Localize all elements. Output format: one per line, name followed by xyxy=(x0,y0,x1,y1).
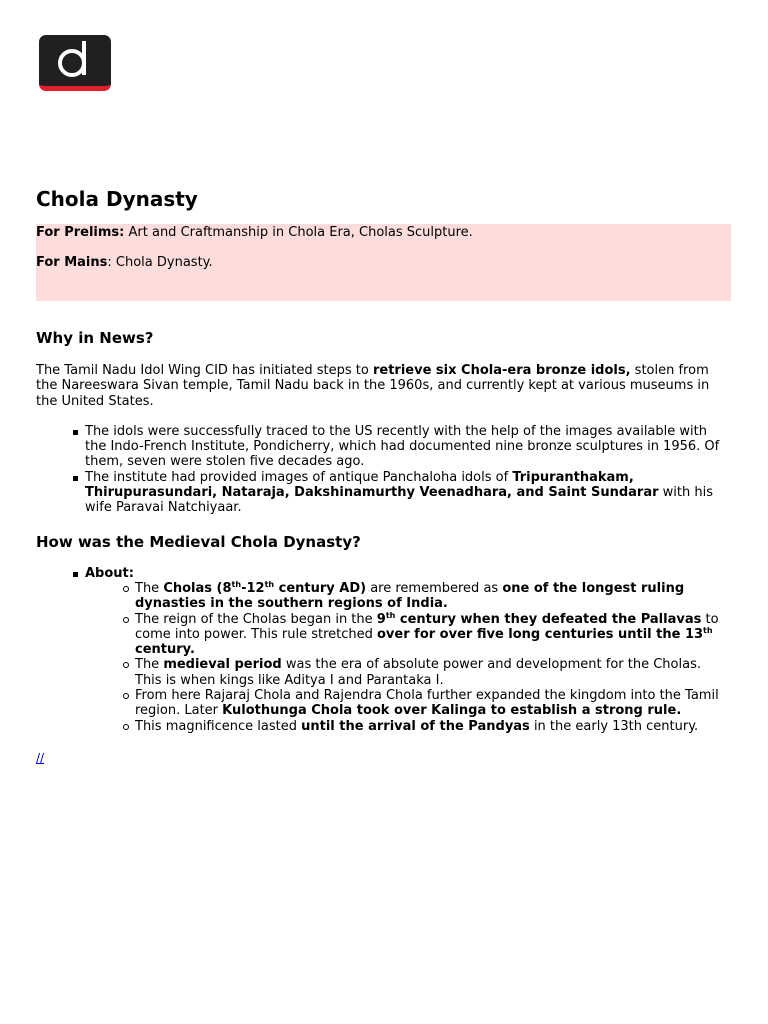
item4-text-a: From here Rajaraj Chola and Rajendra Chola further expanded the kingdom into the Tamil region. Later xyxy=(135,688,719,719)
list-item xyxy=(122,581,731,612)
list-item xyxy=(122,688,731,719)
page-title: Chola Dynasty xyxy=(36,187,198,211)
mains-label: For Mains xyxy=(36,255,108,271)
item2-bold-d1: over for over five long centuries until the 13 xyxy=(377,626,704,642)
syllabus-box xyxy=(36,224,731,301)
brand-logo-icon xyxy=(39,35,111,91)
item1-bold-3: century AD) xyxy=(274,580,367,596)
news-heading: Why in News? xyxy=(36,329,154,347)
item2-sup-2: th xyxy=(703,625,713,635)
prelims-line xyxy=(36,225,731,240)
item1-bold-2: -12 xyxy=(241,580,265,596)
item2-text-a: The reign of the Cholas began in the xyxy=(135,611,377,627)
item1-sup-2: th xyxy=(264,579,275,589)
list-item xyxy=(122,612,731,658)
list-item xyxy=(122,719,731,734)
prelims-label: For Prelims: xyxy=(36,225,125,240)
item1-bold-1: Cholas (8 xyxy=(163,580,232,596)
item3-bold: medieval period xyxy=(163,657,282,673)
list-item xyxy=(72,424,731,470)
mains-line xyxy=(36,255,731,270)
news-list xyxy=(72,424,731,516)
intro-text-a: The Tamil Nadu Idol Wing CID has initiated steps to xyxy=(36,363,373,378)
about-sublist xyxy=(122,581,731,734)
item2-bold-d2: century. xyxy=(135,642,195,658)
list-item xyxy=(72,470,731,516)
item5-text-c: in the early 13th century. xyxy=(529,718,699,734)
prelims-value: Art and Craftmanship in Chola Era, Cholas Sculpture. xyxy=(124,225,473,240)
intro-text-c: stolen from the Nareeswara Sivan temple, Tamil Nadu back in the 1960s, and currently kept at various museums in the United States. xyxy=(36,363,710,409)
item5-bold: until the arrival of the Pandyas xyxy=(301,718,530,734)
item2-bold xyxy=(377,612,702,627)
item2-sup-1: th xyxy=(385,610,396,620)
item1-text-a: The xyxy=(135,580,164,596)
item2-bold-1: 9 xyxy=(376,611,386,627)
item2-text-c: to come into power. This rule stretched xyxy=(135,611,719,642)
item4-bold: Kulothunga Chola took over Kalinga to establish a strong rule. xyxy=(222,703,682,719)
list-item xyxy=(122,657,731,688)
footer-link[interactable]: // xyxy=(36,750,45,765)
item1-text-c: are remembered as xyxy=(366,580,503,596)
item1-bold-d: one of the longest ruling dynasties in the southern regions of India. xyxy=(135,580,685,612)
mains-value: : Chola Dynasty. xyxy=(107,255,213,271)
about-label: About: xyxy=(85,565,134,581)
medieval-heading: How was the Medieval Chola Dynasty? xyxy=(36,532,361,551)
item1-bold xyxy=(163,581,366,596)
article xyxy=(36,186,731,766)
item2-bold-2: century when they defeated the Pallavas xyxy=(395,611,702,627)
item3-text-a: The xyxy=(135,657,164,673)
item5-text-a: This magnificence lasted xyxy=(135,718,302,734)
intro-text-bold: retrieve six Chola-era bronze idols, xyxy=(372,363,631,378)
news-bullet-2-bold: Tripuranthakam, Thirupurasundari, Nataraja, Dakshinamurthy Veenadhara, and Saint Sundarar xyxy=(85,469,659,501)
list-item xyxy=(72,566,731,734)
item1-sup-1: th xyxy=(231,579,242,589)
news-intro xyxy=(36,363,731,409)
about-list xyxy=(72,566,731,734)
news-bullet-2-text-c: with his wife Paravai Natchiyaar. xyxy=(85,485,713,516)
news-bullet-2-text-a: The institute had provided images of antique Panchaloha idols of xyxy=(85,469,513,485)
item3-text-c: was the era of absolute power and development for the Cholas. This is when kings like Aditya I and Parantaka I. xyxy=(135,657,701,688)
news-bullet-1-text: The idols were successfully traced to the US recently with the help of the images available with the Indo-French Institute, Pondicherry, which had documented nine bronze sculptures in 1956. Of them, seven were stolen five decades ago. xyxy=(85,423,720,470)
